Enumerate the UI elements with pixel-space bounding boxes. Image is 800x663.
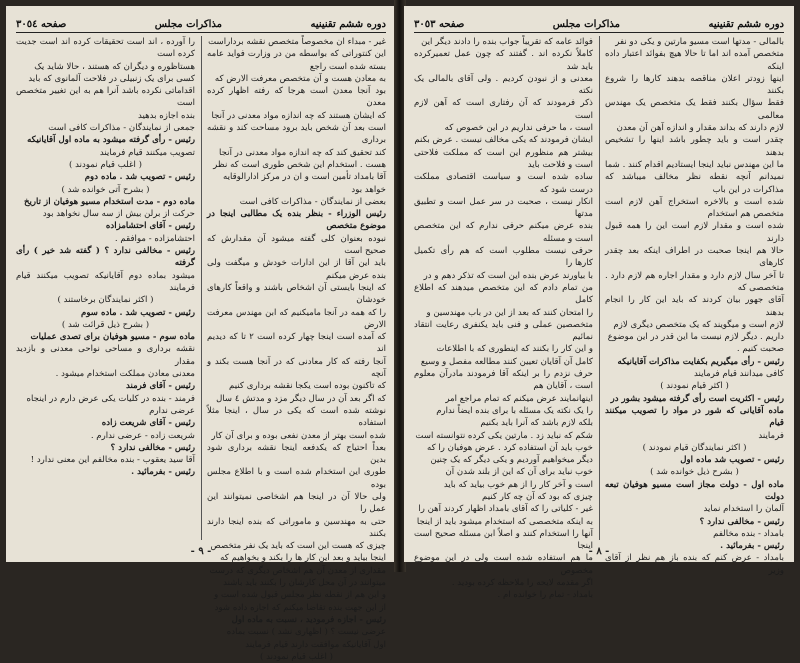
text-line: مقداری از معدن آن هم اشخاص دیگری که درست	[209, 565, 386, 576]
text-line: هستاظوره و دیگران که هستند ، حالا شاید یک	[34, 61, 195, 72]
text-line: آلمان را استخدام نماید	[703, 504, 784, 515]
text-line: ماده دوم - مدت استخدام مسیو هوفیان از تاریخ	[23, 196, 195, 207]
text-line: بامداد - عرض کنم که بنده باز هم نظر از آقای وزیر	[605, 553, 784, 576]
text-line: بامداد - بنده مخالفم	[713, 528, 784, 539]
text-line: از این جهت بنده تقاضا میکنم که اجازه داده شود	[214, 602, 386, 613]
left-header-title: مذاکرات مجلس	[154, 19, 223, 30]
text-line: آنها را استخدام کنند و اصلاً ابن مسئله صحیح است اینجا	[414, 528, 593, 552]
text-line: بیشتر هم منظورم این است که مملکت فلاحتی است و فلاحت باید	[414, 147, 593, 170]
text-line: اینجا بیاید و بعد این کار ها را بکند و بخواهیم که	[220, 553, 386, 564]
left-col-2	[16, 36, 195, 540]
right-folio: - ٨ -	[588, 546, 610, 557]
text-line: ( بشرح ذیل خوانده شد )	[650, 467, 739, 478]
text-line: داریم . دیگر لازم نیست ما این قدر در این موضوع	[607, 332, 784, 343]
right-col-2	[414, 36, 593, 601]
text-line: به معادن هست و آن متخصص معرفت الارض که	[214, 73, 386, 84]
text-line: ماده سوم - مسیو هوفیان برای تصدی عملیات	[30, 332, 195, 343]
left-col-1	[207, 36, 386, 662]
text-line: نبوده بعنوان کلی گفته میشود آن مقدارش که صحیح است	[207, 233, 386, 257]
text-line: طوری این استخدام شده است و با اطلاع مجلس بوده	[207, 467, 386, 490]
text-line: که ایشان هستند که چه اندازه مواد معدنی در آنجا	[211, 110, 386, 121]
text-line: جمعی از نمایندگان - مذاکرات کافی است	[48, 123, 195, 134]
text-line: رئیس - مخالفی ندارد ؟	[699, 516, 784, 527]
text-line: رئیس - بفرمائید .	[131, 467, 195, 478]
text-line: شده است بهتر از معدن نفعی بوده و برای آن کار	[211, 430, 386, 441]
text-line: رئیس - مخالفی ندارد ؟	[110, 442, 195, 453]
text-line: که اینجا بایستی آن اشخاص باشند و واقعاً کارهای خودشان	[207, 282, 386, 306]
text-line: اول آقایانیکه موافقت دارند قیام فرمایند	[245, 639, 386, 650]
text-line: غیر - مبداء ان مخصوصاً متخصص نقشه برداراست	[208, 37, 386, 47]
left-page	[6, 6, 396, 662]
text-line: باید این آقا از این ادارات خودش و میگفت ولی بنده عرض میکنم	[207, 258, 386, 281]
text-line: بلکه لازم باشد که آنرا باید بکنیم	[480, 418, 593, 429]
text-line: را که همه در آنجا مامیکنیم که ابن مهندس معرفت الارض	[207, 307, 386, 330]
text-line: تصویب میکنند قیام فرمایند	[99, 147, 195, 158]
text-line: اینهانمایند عرض میکنم که تمام مراجع امر	[445, 393, 593, 404]
text-line: شده است و مقدار لازم است این را همه قبول دارند	[605, 221, 784, 244]
text-line: خواهد بود	[351, 184, 386, 195]
text-line: رئیس - اجازه فرمودید ، نسبت به ماده اول	[231, 614, 386, 625]
text-line: کند تحقیق کند که چه اندازه مواد معدنی در آنجا	[219, 147, 386, 158]
left-header-session: دوره ششم تقنینیه	[310, 19, 386, 30]
text-line: نمیدانم آنچه نقطه نظر مخالف میباشد که مذاکرات در این باب	[605, 172, 784, 195]
text-line: شریعت زاده - عرضی ندارم .	[90, 430, 195, 441]
text-line: ماده آقایانی که شور در مواد را تصویب میکنند قیام	[605, 405, 784, 429]
text-line: رئیس - تصویب شد ماده اول	[680, 455, 784, 466]
text-line: ما هم استفاده شده است ولی در این موضوع مخصوص	[414, 553, 593, 576]
text-line: حتی به مهندسین و ماموراتی که بنده اینجا دارند بکنند	[207, 516, 386, 539]
text-line: ایشان فرمودند که یکی مخالف نیست . عرض بکنم	[414, 135, 593, 146]
text-line: معدنی و از نبودن کردیم . ولی آقای بالمالی یک نکته	[414, 73, 593, 97]
text-line: آقا بامداد تأمین است و ان در مرکز ادارالوقایه	[222, 172, 386, 183]
text-line: حالا هم اینجا صحبت در اطراف اینکه بعد چقدر کارهای	[605, 246, 784, 269]
text-line: شده است و بالاخره استخراج آهن لازم است متخصص هم استخدام	[605, 196, 784, 220]
text-line: بالمالی - مدتها است مسیو مارتین و یکی دو نفر	[615, 37, 784, 47]
text-line: میتوانند در آن محل کارشان را بکنند باید باشند	[223, 578, 386, 589]
text-line: و این هم از نقطه نظر مجلس قبول شده است و	[214, 590, 386, 601]
left-header-page-number: صفحه ٣٠٥٤	[16, 19, 67, 30]
text-line: با بیاورند عرض بنده این است که تذکر دهم و در	[423, 270, 593, 281]
text-line: ساده شده است و سیاست اقتصادی مملکت درست شود که	[414, 172, 593, 195]
text-line: را امتحان کنند که بعد از این در باب مهندسین و	[426, 307, 593, 318]
text-line: رئیس - تصویب شد . ماده دوم	[84, 172, 195, 183]
text-line: حرکت از برلن بیش از سه سال نخواهد بود	[42, 209, 195, 220]
text-line: میشود بماده دوم آقایانیکه تصویب میکنند قیام فرمایند	[16, 270, 195, 293]
text-line: دیگر میخواهیم آوردیم و یکی دیگر که یک چنین	[430, 455, 593, 466]
text-line: و این کار را بکنند که اینطوری که با اطلاعات	[436, 344, 593, 355]
text-line: است و آخر کار را از هم خوب بیاید که باید	[443, 479, 593, 490]
text-line: ( بشرح آتی خوانده شد )	[61, 184, 150, 195]
text-line: حرفی نیست مطلوب است که هم رأی تکمیل کارها را	[414, 246, 593, 269]
text-line: ( اکثر قیام نمودند )	[660, 381, 729, 392]
right-header-title: مذاکرات مجلس	[552, 19, 621, 30]
text-line: اینها زودتر اعلان مناقصه بدهند کارها را شروع بکنند	[605, 73, 784, 97]
text-line: چقدر است و باید چطور باشد اینها را تشخیص بدهند	[605, 135, 784, 158]
column-divider	[599, 36, 600, 540]
text-line: نقشه برداری و مساحی نواحی معدنی و بازدید مقدار	[16, 344, 195, 367]
text-line: ( اکثر نمایندگان برخاستند )	[57, 295, 154, 306]
text-line: عرضی نیست ؟ ( اظهاری نشد ) نسبت بماده	[226, 627, 386, 638]
text-line: را یک نکته یک مسئله با برای بنده ایضاً ندارم	[436, 405, 593, 416]
text-line: چیزی که هست این است که باید یک نفر متخصص	[210, 541, 386, 552]
text-line: لازم دارند که بداند مقدار و اندازه آهن آن معدن	[616, 123, 784, 134]
text-line: کاملاً نکرده اند . گفتند که چون عمل تعمیرکرده باید شد	[414, 49, 593, 72]
text-line: کافی میدانند قیام فرمایند	[694, 369, 784, 380]
text-line: فرمایند	[758, 430, 784, 441]
text-line: آقا سید یعقوب - بنده مخالفم این معنی ندارد !	[30, 455, 195, 466]
text-line: بعضی از نمایندگان - مذاکرات کافی است	[239, 196, 386, 207]
text-line: رئیس - رأی گرفته میشود به ماده اول آقایانیکه	[27, 135, 195, 146]
right-header-session: دوره ششم تقنینیه	[708, 19, 784, 30]
text-line: به اینکه متخصصی که استخدام میشود باید از اینجا	[416, 516, 593, 527]
text-line: من تمام دادم که این متخصص میدهند که اطلاع کامل	[414, 282, 593, 306]
text-line: ذکر فرمودند که آن رفتاری است که آهن لازم است	[414, 98, 593, 121]
text-line: ( بشرح ذیل قرائت شد )	[61, 319, 150, 330]
text-line: آنجا رفته که کار معادنی که در آنجا هست بکند و آنچه	[207, 356, 386, 380]
text-line: ماده اول - دولت مجاز است مسیو هوفیان تبعه دولت	[605, 479, 784, 502]
text-line: انکار نیست ، صحبت در سر عمل است و تطبیق مدتها	[414, 196, 593, 220]
text-line: متخصصین عملی و فنی باید یکنفری رعایت انتقاد نمائیم	[414, 319, 593, 343]
text-line: که آمده است اینجا چهار کرده است ٢ تا که دیدیم اند	[207, 332, 386, 355]
text-line: را آورده ، اند است تحقیقات کرده اند است جدیت کرده است	[16, 37, 195, 60]
left-folio: - ٩ -	[190, 546, 212, 557]
text-line: رئیس - مخالفی ندارد ؟ ( گفته شد خیر ) رأی گرفته	[16, 246, 195, 269]
text-line: اگر مقدمه لایحه را ملاحظه کرده بودید .	[451, 578, 593, 589]
text-line: رئیس - آقای شریعت زاده	[101, 418, 195, 429]
text-line: عرضی ندارم	[149, 405, 195, 416]
text-line: فوائد عامه که تقریباً جواب بنده را دادند دیگر این	[421, 37, 593, 47]
text-line: ما این مهندس نباید اینجا ایستادیم اقدام کنند . شما	[605, 159, 784, 170]
right-header-page-number: صفحه ٣٠٥٣	[414, 19, 465, 30]
text-line: بود آنجا معدن است هرجا که رفته اظهار کرده معدن	[207, 86, 386, 109]
text-line: معدنی معادن مملکت استخدام میشود .	[55, 369, 195, 380]
text-line: کسی برای یک زنبیلی در فلاحت آلمانوی که باید	[28, 73, 195, 84]
text-line: بعداً احتیاج که یکدفعه اینجا نقشه برداری شود بدین	[207, 442, 386, 466]
text-line: است ، ما حرفی نداریم در این خصوص که	[444, 123, 593, 134]
text-line: است بعد آن شخص باید برود مساحت کند و نقشه برداری	[207, 123, 386, 146]
right-col-1	[605, 36, 784, 576]
text-line: احتشامزاده - موافقم .	[114, 233, 195, 244]
text-line: کامل آن آقایان تعیین کنند مطالعه مفصل و وسیع	[420, 356, 593, 367]
text-line: آقای جهور بیان کردند که باید این کار را انجام بدهند	[605, 295, 784, 318]
text-line: که تاکنون بوده است یکجا نقشه برداری کنیم	[229, 381, 386, 392]
text-line: حرف نزدم را بر اینکه آقا فرمودند مادرآن معلوم است ، آقایان هم	[414, 369, 593, 392]
text-line: متخصص آمده اند اما تا حالا هیچ بفوائد اعتبار داده اینکه	[605, 49, 784, 72]
text-line: بامداد - تمام را خوانده ام .	[497, 590, 593, 601]
text-line: بنده اجازه بدهید	[138, 110, 195, 121]
text-line: رئیس - تصویب شد . ماده سوم	[81, 307, 195, 318]
text-line: که اگر بعد آن در سال دیگر مزد و مدتش ٤ سال	[216, 393, 386, 404]
text-line: صحبت کنیم .	[736, 344, 784, 355]
left-page-header	[16, 12, 386, 33]
text-line: رئیس - آقای احتشامزاده	[105, 221, 195, 232]
text-line: رئیس - آقای فرمند	[125, 381, 195, 392]
text-line: اقداماتی نکرده باشد آنرا هم به این تغییر متخصص است	[16, 86, 195, 109]
text-line: چیزی که بود که آن چه کار کنیم	[481, 491, 593, 502]
text-line: تا آخر سال لازم دارد و مقدار اجاره هم لازم دارد . متخصصی که	[605, 270, 784, 293]
text-line: لازم است و میگویند که یک متخصص دیگری لازم	[613, 319, 784, 330]
text-line: ولی حالا آن در اینجا هم اشخاصی نمیتوانند این عمل را	[207, 491, 386, 515]
text-line: شکم که نباید زد . مارتین یکی کرده نتوانسته است	[415, 430, 593, 441]
text-line: رئیس - رأی میگیریم بکفایت مذاکرات آقایانیکه	[617, 356, 784, 367]
text-line: رئیس - اکثریت است رأی گرفته میشود بشور در	[610, 393, 784, 404]
text-line: نوشته شده است که یکی در سال ، اینجا مثلاً استفاده	[207, 405, 386, 429]
text-line: ( اکثر نمایندگان قیام نمودند )	[642, 442, 747, 453]
text-line: این کنتوراتی که بواسطه من در وزارت فواید عامه بسته شده است راجع	[207, 49, 386, 72]
column-divider	[201, 36, 202, 540]
text-line: خوب باید آن استفاده کرد . عرض هوفیان را که	[426, 442, 593, 453]
text-line: رئیس - بفرمائید .	[720, 541, 784, 552]
text-line: رئیس الوزراء - بنظر بنده یک مطالبی اینجا در موضوع متخصص	[207, 209, 386, 232]
right-page	[404, 6, 794, 601]
text-line: فقط سؤال بکنند فقط یک متخصص یک مهندس معالمی	[605, 98, 784, 121]
right-page-header	[414, 12, 784, 33]
text-line: خوب نباید برای آن که این از بلند شدن آن	[445, 467, 593, 478]
text-line: فرمند - بنده در کلیات یکی عرض دارم در اینجاه	[26, 393, 195, 404]
text-line: ( اغلب قیام نمودند )	[69, 159, 142, 170]
text-line: بنده عرض میکنم حرفی ندارم که این متخصص است و مسئله	[414, 221, 593, 244]
text-line: ( اغلب قیام نمودند )	[260, 651, 333, 662]
text-line: غیر - کلیاتی را که آقای بامداد اظهار کردند آهن را	[418, 504, 593, 515]
text-line: هست . استخدام این شخص طوری است که نظر	[213, 159, 386, 170]
